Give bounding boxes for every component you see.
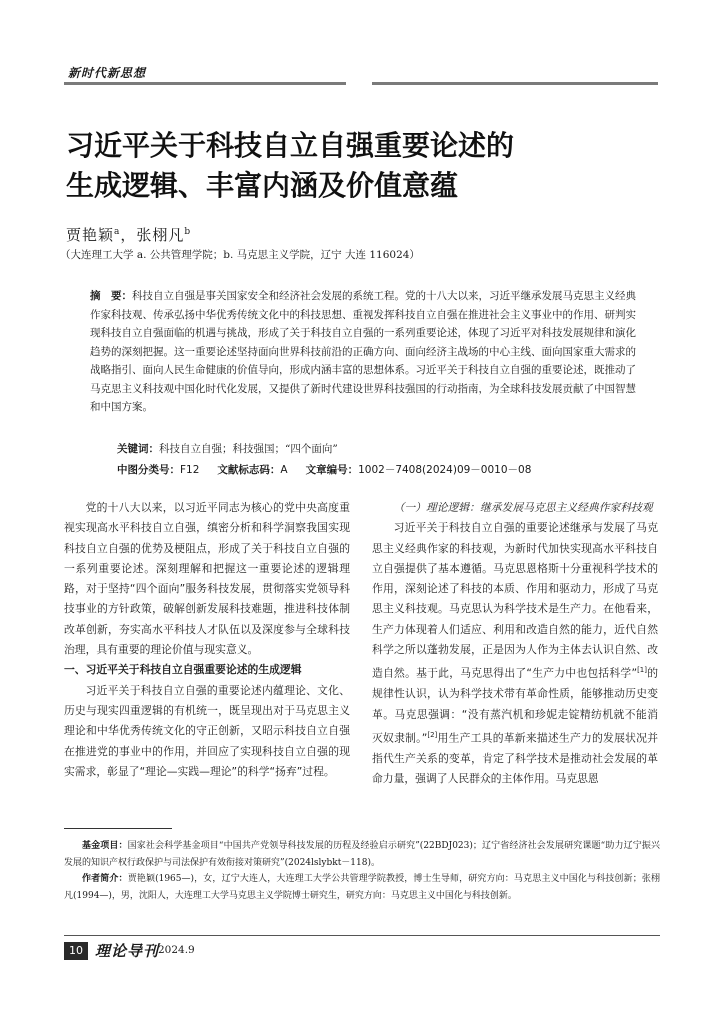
issue-date: 2024.9	[158, 944, 195, 956]
affiliation: （大连理工大学 a. 公共管理学院；b. 马克思主义学院，辽宁 大连 116024）	[60, 249, 420, 261]
author-name: 贾艳颖	[66, 226, 115, 244]
intro-paragraph: 党的十八大以来，以习近平同志为核心的党中央高度重视实现高水平科技自立自强，缜密分析和科学洞察我国实现科技自立自强的优势及梗阻点，形成了关于科技自立自强的一系列重要论述。深刻理解和把握这一重要论述的逻辑理路，对于坚持“四个面向”服务科技发展，贯彻落实党领导科技事业的方针政策，破解创新发展科技难题，推进科技体制改革创新，夯实高水平科技人才队伍以及深度参与全球科技治理，具有重要的理论价值与现实意义。	[64, 501, 350, 657]
body-text: 用生产工具的革新来描述生产力的发展状况并指代生产关系的变革，肯定了科学技术是推动社会发展的革命力量，强调了人民群众的主体作用。马克思恩	[372, 731, 658, 786]
author-name: 张栩凡	[136, 226, 185, 244]
author-bio-label: 作者简介：	[82, 874, 128, 884]
body-text: 习近平关于科技自立自强的重要论述继承与发展了马克思主义经典作家的科技观，为新时代加快实现高水平科技自立自强提供了基本遵循。马克思恩格斯十分重视科学技术的作用，深刻论述了科技的本质、作用和驱动力，形成了马克思主义科技观。马克思认为科学技术是生产力。在他看来，生产力体现着人们适应、利用和改造自然的能力，近代自然科学之所以蓬勃发展，正是因为人作为主体去认识自然、改造自然。基于此，马克思得出了“生产力中也包括科学”	[372, 521, 658, 680]
fund-text: 国家社会科学基金项目“中国共产党领导科技发展的历程及经验启示研究”(22BDJ023)；辽宁省经济社会发展研究课题“助力辽宁振兴发展的知识产权行政保护与司法保护有效衔接对策研究”(2024lslybkt－118)。	[64, 841, 660, 868]
footer-rule	[64, 935, 660, 936]
body-column-left	[64, 498, 350, 782]
doc-code-value: A	[280, 464, 288, 476]
classification-info	[117, 462, 531, 477]
footnote-rule	[64, 828, 172, 829]
authors	[66, 224, 191, 245]
section-paragraph: 习近平关于科技自立自强的重要论述内蕴理论、文化、历史与现实四重逻辑的有机统一，既呈现出对于马克思主义理论和中华优秀传统文化的守正创新，又昭示科技自立自强在推进党的事业中的作用，并回应了实现科技自立自强的现实需求，彰显了“理论—实践—理论”的科学“扬弃”过程。	[64, 683, 350, 778]
clc-label: 中图分类号：	[117, 464, 180, 476]
doc-code-label: 文献标志码：	[217, 464, 281, 476]
title-line-2: 生成逻辑、丰富内涵及价值意蕴	[66, 169, 459, 202]
author-bio-text: 贾艳颖(1965—)，女，辽宁大连人，大连理工大学公共管理学院教授，博士生导师，研究方向：马克思主义中国化与科技创新；张栩凡(1994—)，男，沈阳人，大连理工大学马克思主义学院博士研究生，研究方向：马克思主义中国化与科技创新。	[64, 874, 660, 901]
header-rule-right	[372, 82, 658, 85]
running-head: 新时代新思想	[68, 66, 147, 80]
article-number-value: 1002－7408(2024)09－0010－08	[358, 464, 532, 476]
title-line-1: 习近平关于科技自立自强重要论述的	[66, 129, 515, 162]
article-title	[66, 126, 666, 206]
keywords	[117, 441, 338, 456]
fund-label: 基金项目：	[82, 841, 128, 851]
body-paragraph	[372, 518, 658, 789]
section-heading: 一、习近平关于科技自立自强重要论述的生成逻辑	[64, 663, 302, 677]
article-number-label: 文章编号：	[305, 464, 359, 476]
header-rule-left	[64, 82, 346, 85]
author-affil-mark: b	[184, 227, 192, 237]
author-bio-note	[64, 871, 660, 904]
body-text: 的规律性认识，认为科学技术带有革命性质，能够推动历史变革。马克思强调：“没有蒸汽机和珍妮走锭精纺机就不能消灭奴隶制。”	[372, 666, 659, 745]
footnotes	[64, 838, 660, 904]
keywords-label: 关键词：	[117, 443, 159, 455]
journal-name: 理论导刊	[95, 942, 160, 960]
abstract	[90, 287, 636, 417]
author-affil-mark: a	[114, 227, 121, 237]
citation-ref[interactable]: [1]	[637, 666, 647, 675]
abstract-label: 摘 要：	[90, 290, 132, 302]
subsection-heading: （一）理论逻辑：继承发展马克思主义经典作家科技观	[393, 501, 653, 514]
abstract-text: 科技自立自强是事关国家安全和经济社会发展的系统工程。党的十八大以来，习近平继承发展马克思主义经典作家科技观、传承弘扬中华优秀传统文化中的科技思想、重视发挥科技自立自强在推进社会主义事业中的作用、研判实现科技自立自强面临的机遇与挑战，形成了关于科技自立自强的一系列重要论述，体现了习近平对科技发展规律和演化趋势的深刻把握。这一重要论述坚持面向世界科技前沿的正确方向、面向经济主战场的中心主线、面向国家重大需求的战略指引、面向人民生命健康的价值导向，形成内涵丰富的思想体系。习近平关于科技自立自强的重要论述，既推动了马克思主义科技观中国化时代化发展，又提供了新时代建设世界科技强国的行动指南，为全球科技发展贡献了中国智慧和中国方案。	[90, 290, 636, 413]
author-separator: ，	[120, 226, 137, 244]
citation-ref[interactable]: [2]	[427, 730, 438, 739]
keywords-text: 科技自立自强；科技强国；“四个面向”	[159, 443, 338, 455]
clc-value: F12	[180, 464, 200, 476]
body-column-right	[372, 498, 658, 789]
page-number: 10	[64, 942, 88, 960]
fund-note	[64, 838, 660, 871]
